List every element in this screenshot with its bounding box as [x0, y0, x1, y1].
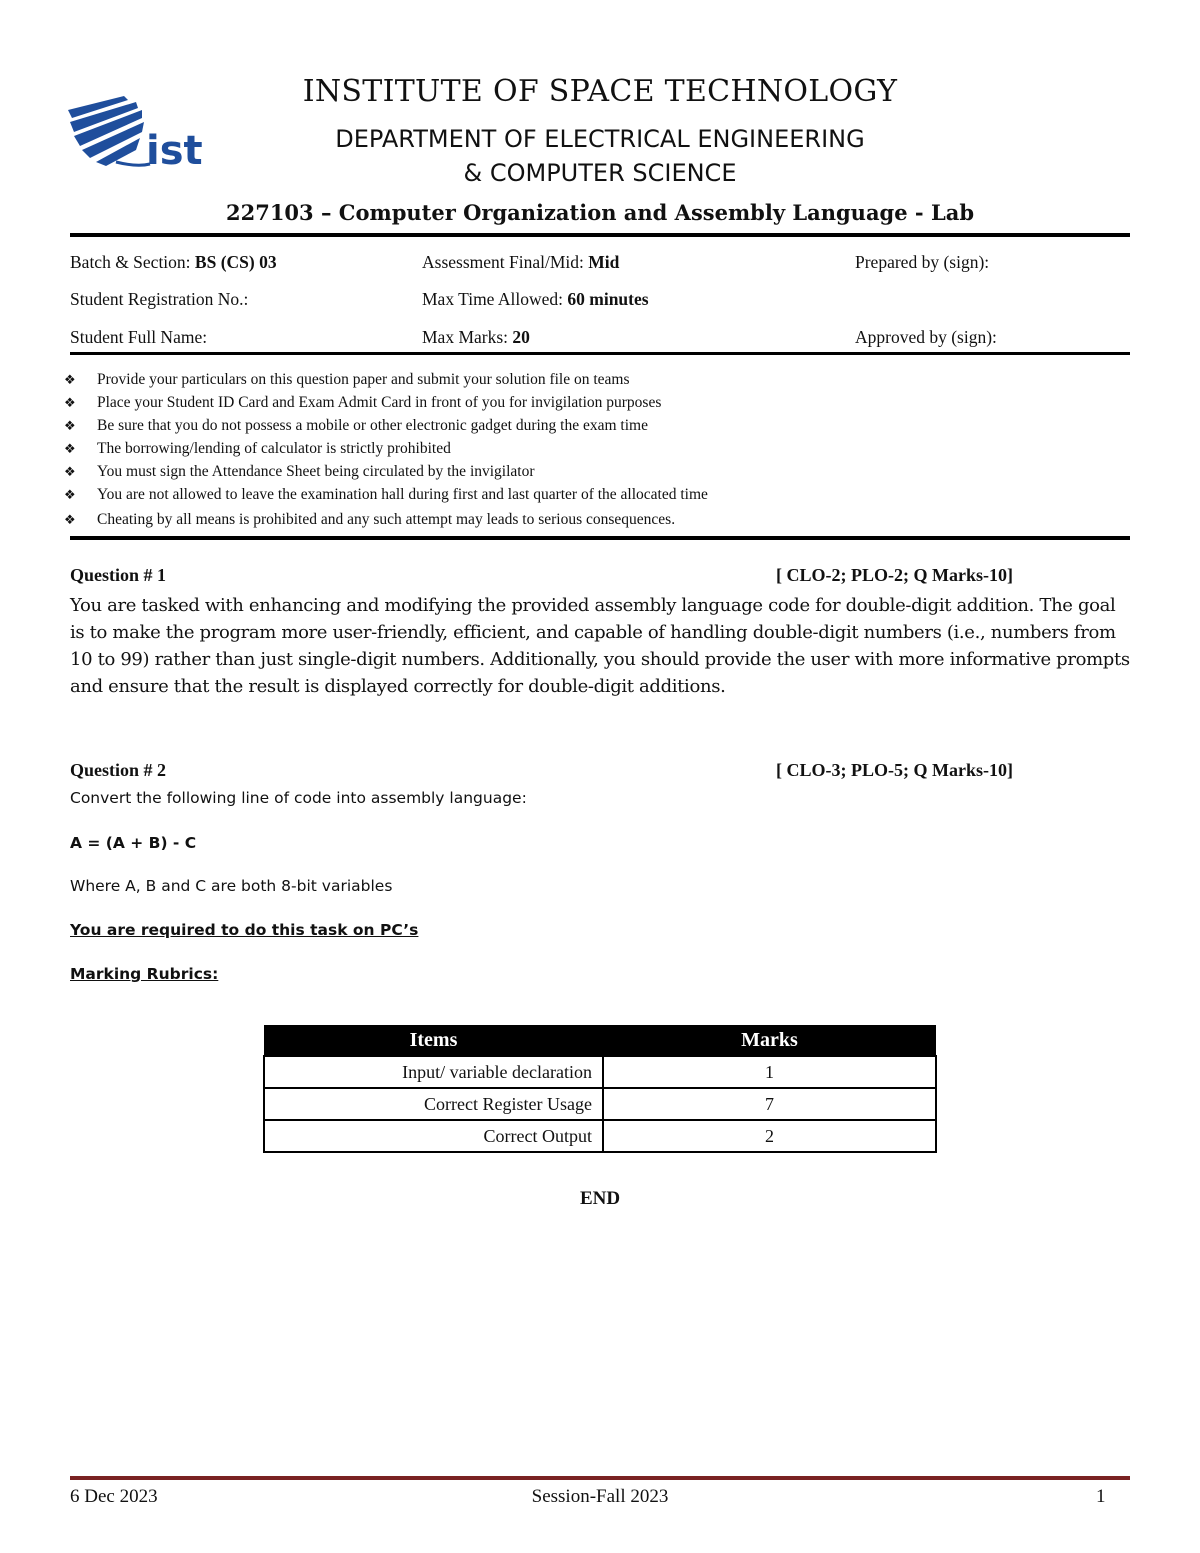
- rubric-marks: 2: [603, 1120, 936, 1152]
- department-line-2: & COMPUTER SCIENCE: [463, 159, 737, 187]
- department-line-1: DEPARTMENT OF ELECTRICAL ENGINEERING: [335, 125, 865, 153]
- rubric-marks: 1: [603, 1056, 936, 1088]
- list-item: ❖ You must sign the Attendance Sheet being circulated by the invigilator: [64, 460, 708, 483]
- max-time-value: 60 minutes: [567, 289, 649, 309]
- footer-divider: [70, 1476, 1130, 1480]
- assessment-value: Mid: [588, 252, 620, 272]
- max-marks-field: Max Marks: 20: [422, 327, 530, 347]
- batch-section-value: BS (CS) 03: [194, 252, 277, 272]
- institute-title: INSTITUTE OF SPACE TECHNOLOGY: [302, 74, 898, 109]
- bullet-icon: ❖: [64, 442, 76, 457]
- bullet-icon: ❖: [64, 513, 76, 528]
- bullet-icon: ❖: [64, 396, 76, 411]
- table-row: [264, 1120, 936, 1152]
- page-number: 1: [1096, 1486, 1106, 1507]
- rubric-header-items: Items: [264, 1025, 603, 1056]
- registration-field: Student Registration No.:: [70, 289, 249, 309]
- rubric-header-row: [264, 1025, 936, 1056]
- logo-text: ist: [146, 128, 203, 172]
- table-row: [264, 1056, 936, 1088]
- question-1-meta: [ CLO-2; PLO-2; Q Marks-10]: [776, 565, 1013, 585]
- question-2-required-note: You are required to do this task on PC’s: [70, 921, 419, 939]
- header-divider: [70, 233, 1130, 237]
- question-2-meta: [ CLO-3; PLO-5; Q Marks-10]: [776, 760, 1013, 780]
- department-title: [0, 122, 1200, 190]
- question-2-expression: A = (A + B) - C: [70, 834, 197, 852]
- batch-section-field: Batch & Section: BS (CS) 03: [70, 252, 277, 272]
- max-marks-value: 20: [512, 327, 530, 347]
- max-time-field: Max Time Allowed: 60 minutes: [422, 289, 649, 309]
- question-1-title: Question # 1: [70, 565, 167, 585]
- list-item: ❖ The borrowing/lending of calculator is strictly prohibited: [64, 437, 708, 460]
- table-row: [264, 1088, 936, 1120]
- footer-session: Session-Fall 2023: [531, 1486, 669, 1507]
- question-1-text: You are tasked with enhancing and modifying the provided assembly language code for double-digit addition. The goal is to make the program more user-friendly, efficient, and capable of handling double-digit numbers (i.e., numbers from 10 to 99) rather than just single-digit numbers. Additionally, you should provide the user with more informative prompts and ensure that the result is displayed correctly for double-digit additions.: [70, 595, 1130, 697]
- assessment-field: Assessment Final/Mid: Mid: [422, 252, 620, 272]
- rubric-marks: 7: [603, 1088, 936, 1120]
- course-title: 227103 – Computer Organization and Assembly Language - Lab: [225, 200, 974, 225]
- question-2-instruction: Convert the following line of code into assembly language:: [70, 789, 527, 807]
- rubric-item: Correct Register Usage: [264, 1088, 603, 1120]
- bullet-icon: ❖: [64, 465, 76, 480]
- list-item: ❖ Place your Student ID Card and Exam Admit Card in front of you for invigilation purposes: [64, 391, 708, 414]
- bullet-icon: ❖: [64, 488, 76, 503]
- rubric-item: Correct Output: [264, 1120, 603, 1152]
- bullet-icon: ❖: [64, 373, 76, 388]
- marking-rubrics-label: Marking Rubrics:: [70, 965, 219, 983]
- bullet-icon: ❖: [64, 419, 76, 434]
- rubric-header-marks: Marks: [603, 1025, 936, 1056]
- question-2-title: Question # 2: [70, 760, 167, 780]
- end-marker: END: [579, 1188, 621, 1209]
- prepared-by-field: Prepared by (sign):: [855, 252, 990, 272]
- list-item: ❖ Be sure that you do not possess a mobile or other electronic gadget during the exam time: [64, 414, 708, 437]
- list-item: ❖ You are not allowed to leave the examination hall during first and last quarter of the allocated time: [64, 483, 708, 506]
- info-divider: [70, 352, 1130, 355]
- question-2-where: Where A, B and C are both 8-bit variables: [70, 877, 393, 895]
- instructions-divider: [70, 536, 1130, 540]
- rubric-item: Input/ variable declaration: [264, 1056, 603, 1088]
- approved-by-field: Approved by (sign):: [855, 327, 997, 347]
- rubric-table: [263, 1025, 937, 1153]
- list-item: ❖ Cheating by all means is prohibited and any such attempt may leads to serious consequences.: [64, 508, 708, 531]
- footer-date: 6 Dec 2023: [70, 1486, 158, 1507]
- list-item: ❖ Provide your particulars on this question paper and submit your solution file on teams: [64, 368, 708, 391]
- full-name-field: Student Full Name:: [70, 327, 208, 347]
- instructions-list: [64, 368, 708, 531]
